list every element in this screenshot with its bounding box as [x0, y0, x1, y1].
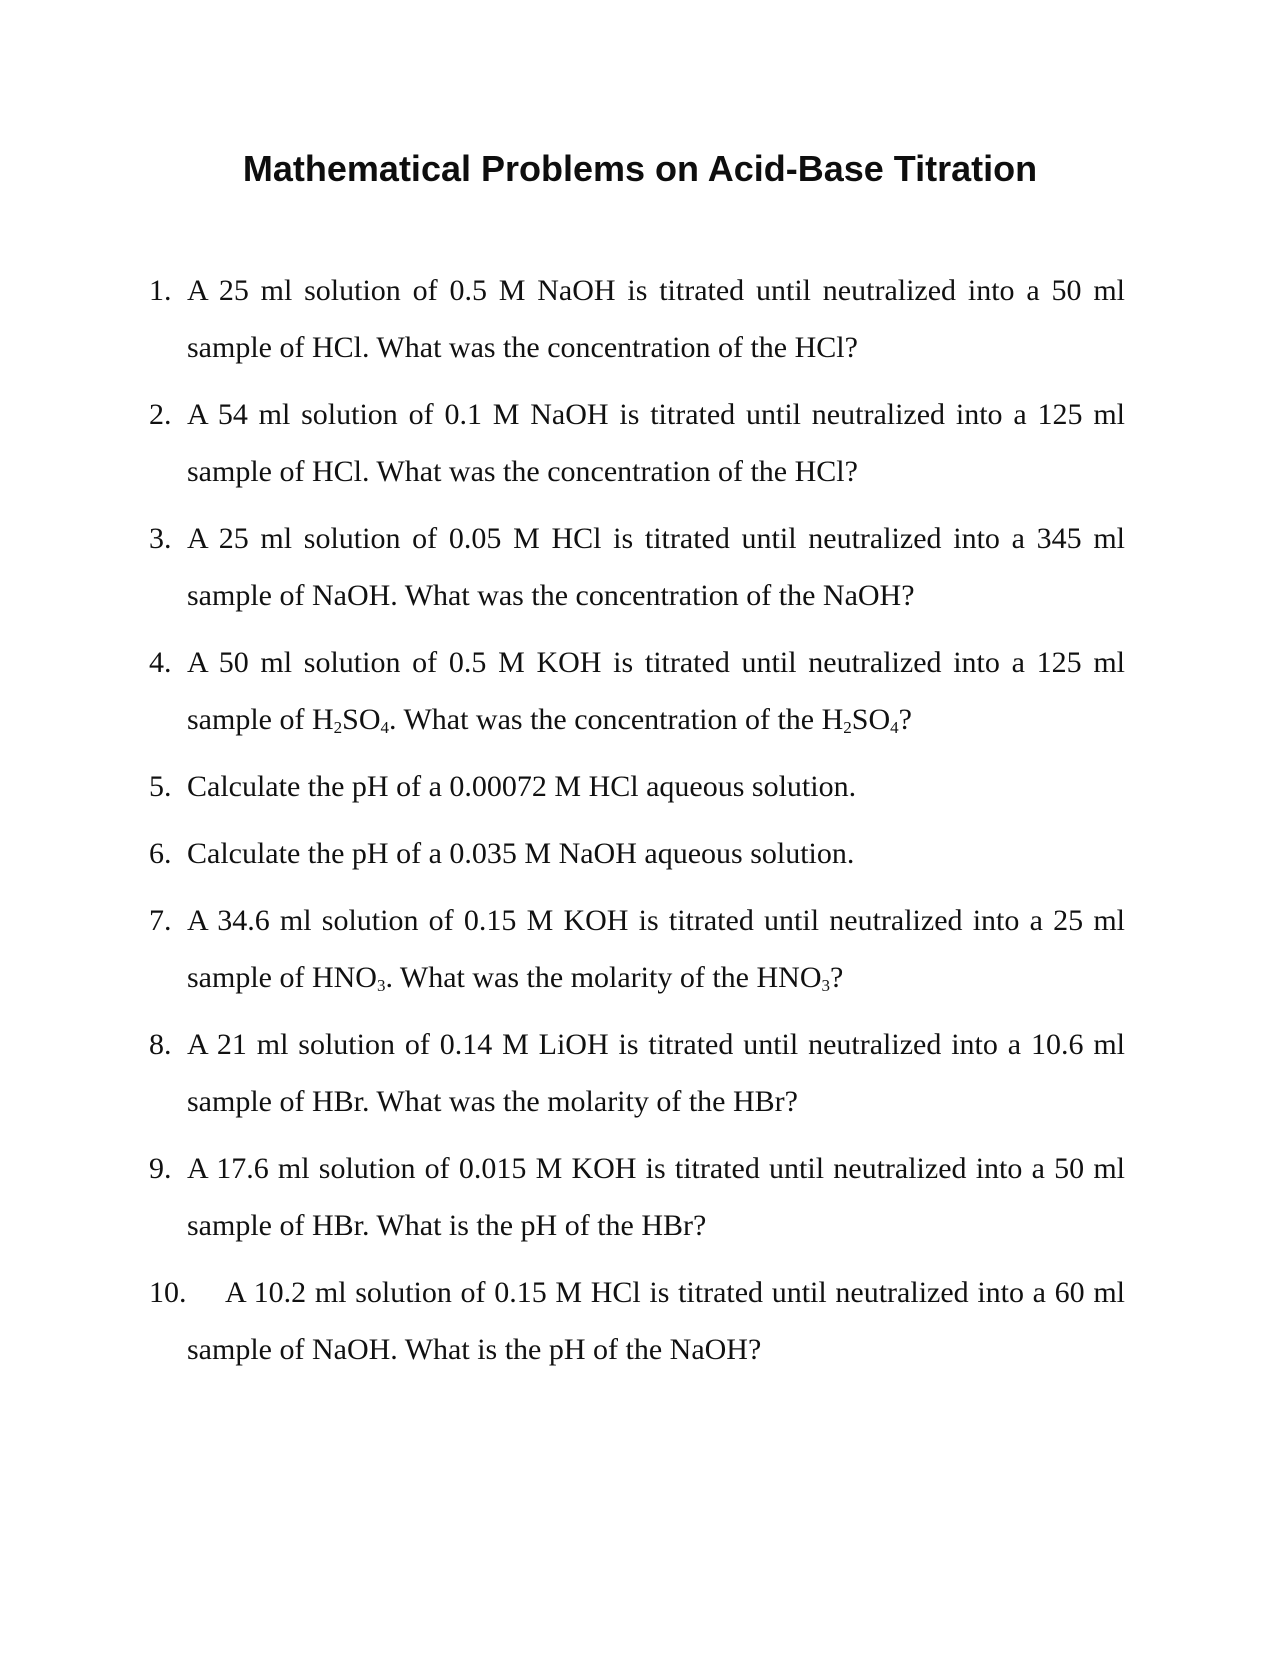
- problem-item-5: [149, 758, 1125, 815]
- page-title: Mathematical Problems on Acid-Base Titration: [242, 148, 1038, 189]
- problem-text: [187, 1140, 1125, 1254]
- problem-text-part: A 50 ml solution of 0.5 M KOH is titrated until neutralized into a 125 ml sample of H: [187, 646, 1125, 736]
- problem-text-part: A 10.2 ml solution of 0.15 M HCl is titrated until neutralized into a 60 ml sample of NaOH. What is the pH of the NaOH?: [187, 1276, 1125, 1366]
- problem-number: 6.: [149, 837, 172, 870]
- problem-text-part: . What was the molarity of the HNO: [385, 961, 822, 994]
- problem-item-8: [149, 1016, 1125, 1130]
- problem-item-3: [149, 510, 1125, 624]
- subscript: 2: [843, 718, 852, 737]
- problem-text-part: SO: [342, 703, 381, 736]
- problem-text-part: ?: [829, 961, 844, 994]
- subscript: 4: [380, 718, 389, 737]
- problem-text-part: SO: [851, 703, 891, 736]
- problem-text: [187, 1016, 1125, 1130]
- problem-item-6: [149, 825, 1125, 882]
- problem-number: 2.: [149, 398, 172, 431]
- problem-number: 4.: [149, 646, 172, 679]
- problem-number: 7.: [149, 904, 172, 937]
- problem-number: 5.: [149, 770, 172, 803]
- problem-text-part: . What was the concentration of the H: [389, 703, 844, 736]
- subscript: 3: [821, 976, 830, 995]
- problem-text-part: A 21 ml solution of 0.14 M LiOH is titrated until neutralized into a 10.6 ml sample of HBr. What was the molarity of the HBr?: [187, 1028, 1125, 1118]
- problem-list: [149, 262, 1125, 1388]
- problem-text: [187, 758, 1125, 815]
- problem-number: 3.: [149, 522, 172, 555]
- problem-text-part: Calculate the pH of a 0.00072 M HCl aqueous solution.: [187, 770, 857, 803]
- subscript: 4: [890, 718, 899, 737]
- problem-text: [187, 634, 1125, 748]
- problem-text: [187, 386, 1125, 500]
- problem-text: [187, 1264, 1125, 1378]
- problem-number: 8.: [149, 1028, 172, 1061]
- problem-item-7: [149, 892, 1125, 1006]
- problem-text-part: A 25 ml solution of 0.5 M NaOH is titrated until neutralized into a 50 ml sample of HCl. What was the concentration of the HCl?: [187, 274, 1125, 364]
- problem-text-part: A 17.6 ml solution of 0.015 M KOH is titrated until neutralized into a 50 ml sample of HBr. What is the pH of the HBr?: [187, 1152, 1125, 1242]
- subscript: 2: [333, 718, 343, 737]
- problem-text-part: A 25 ml solution of 0.05 M HCl is titrated until neutralized into a 345 ml sample of NaOH. What was the concentration of the NaOH?: [187, 522, 1125, 612]
- problem-item-4: [149, 634, 1125, 748]
- problem-text: [187, 892, 1125, 1006]
- problem-text: [187, 510, 1125, 624]
- problem-item-10: [149, 1264, 1125, 1378]
- problem-number: 9.: [149, 1152, 172, 1185]
- problem-item-1: [149, 262, 1125, 376]
- problem-text-part: Calculate the pH of a 0.035 M NaOH aqueous solution.: [187, 837, 855, 870]
- subscript: 3: [376, 976, 386, 995]
- problem-number: 1.: [149, 274, 172, 307]
- problem-text-part: A 34.6 ml solution of 0.15 M KOH is titrated until neutralized into a 25 ml sample of HNO: [187, 904, 1125, 994]
- problem-text: [187, 262, 1125, 376]
- problem-item-2: [149, 386, 1125, 500]
- problem-number: 10.: [149, 1276, 187, 1309]
- problem-text-part: A 54 ml solution of 0.1 M NaOH is titrated until neutralized into a 125 ml sample of HCl. What was the concentration of the HCl?: [187, 398, 1125, 488]
- problem-text-part: ?: [898, 703, 912, 736]
- problem-text: [187, 825, 1125, 882]
- problem-item-9: [149, 1140, 1125, 1254]
